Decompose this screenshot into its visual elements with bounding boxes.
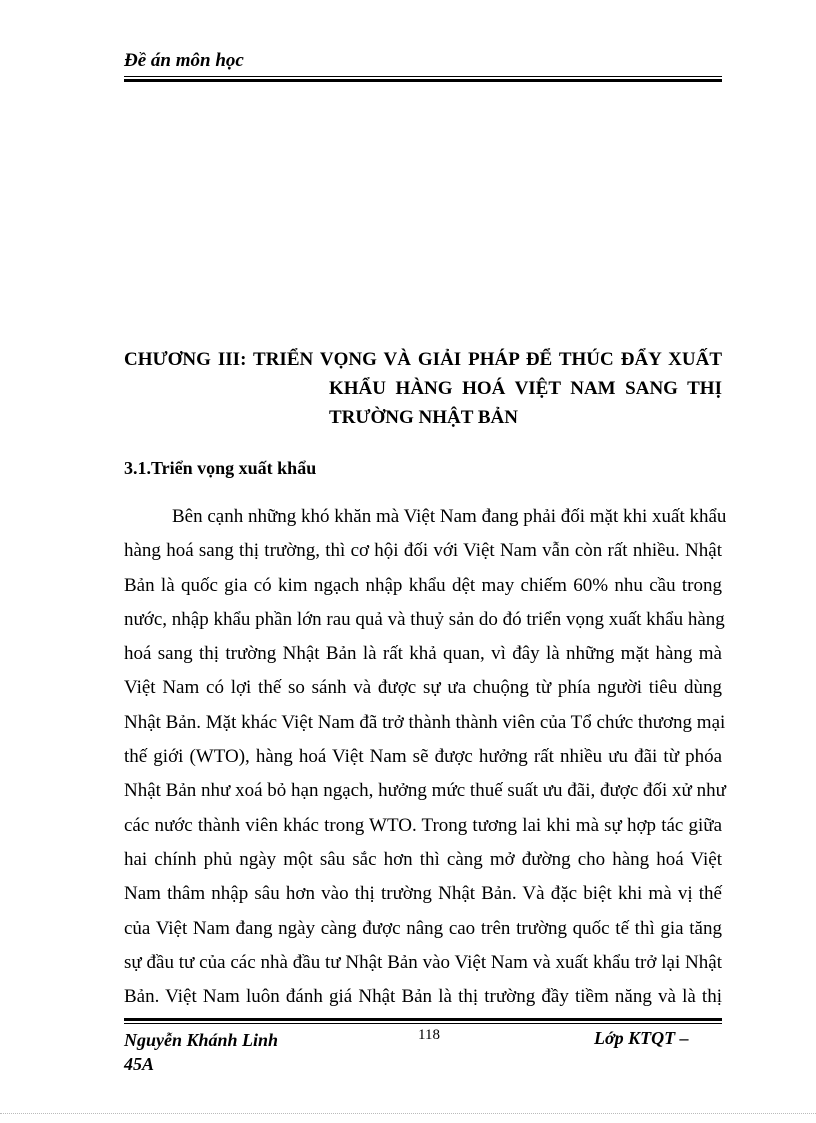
author-name: Nguyễn Khánh Linh bbox=[124, 1030, 279, 1050]
paragraph-line: các nước thành viên khác trong WTO. Trong tương lai khi mà sự hợp tác giữa bbox=[124, 814, 722, 836]
paragraph-line: Nhật Bản như xoá bỏ hạn ngạch, hưởng mức thuế suất ưu đãi, được đối xử như bbox=[124, 780, 726, 802]
page-number: 118 bbox=[418, 1027, 440, 1043]
header-title: Đề án môn học bbox=[124, 50, 244, 71]
body-paragraph bbox=[124, 500, 727, 1014]
paragraph-line: Nhật Bản. Mặt khác Việt Nam đã trở thành thành viên của Tổ chức thương mại bbox=[124, 711, 726, 733]
paragraph-line: Bản là quốc gia có kim ngạch nhập khẩu dệt may chiếm 60% nhu cầu trong bbox=[124, 574, 722, 596]
paragraph-line: Bên cạnh những khó khăn mà Việt Nam đang phải đối mặt khi xuất khẩu bbox=[172, 506, 727, 527]
paragraph-line: Nam thâm nhập sâu hơn vào thị trường Nhật Bản. Và đặc biệt khi mà vị thế bbox=[124, 883, 722, 905]
paragraph-line: thế giới (WTO), hàng hoá Việt Nam sẽ được hưởng rất nhiều ưu đãi từ phóa bbox=[124, 746, 722, 768]
footer-class-label: Lớp KTQT – bbox=[594, 1028, 689, 1048]
paragraph-line: hàng hoá sang thị trường, thì cơ hội đối với Việt Nam vẫn còn rất nhiều. Nhật bbox=[124, 540, 722, 562]
footer-author bbox=[124, 1028, 278, 1076]
chapter-heading-line-1: CHƯƠNG III: TRIỂN VỌNG VÀ GIẢI PHÁP ĐỂ THÚC ĐẨY XUẤT bbox=[124, 349, 722, 370]
footer-rule-thin bbox=[124, 1023, 722, 1024]
page-edge-divider bbox=[0, 1113, 816, 1114]
chapter-heading-line-3: TRƯỜNG NHẬT BẢN bbox=[329, 407, 518, 428]
paragraph-line: hoá sang thị trường Nhật Bản là rất khả quan, vì đây là những mặt hàng mà bbox=[124, 643, 722, 665]
paragraph-line: hai chính phủ ngày một sâu sắc hơn thì càng mở đường cho hàng hoá Việt bbox=[124, 848, 722, 870]
header-rule-thick bbox=[124, 79, 722, 82]
paragraph-line: nước, nhập khẩu phần lớn rau quả và thuỷ sản do đó triển vọng xuất khẩu hàng bbox=[124, 608, 725, 630]
chapter-heading bbox=[124, 345, 722, 432]
paragraph-line: Bản. Việt Nam luôn đánh giá Nhật Bản là thị trường đầy tiềm năng và là thị bbox=[124, 986, 722, 1008]
footer-rule-thick bbox=[124, 1018, 722, 1021]
paragraph-line: Việt Nam có lợi thế so sánh và được sự ưa chuộng từ phía người tiêu dùng bbox=[124, 677, 722, 699]
paragraph-line: của Việt Nam đang ngày càng được nâng cao trên trường quốc tế thì gia tăng bbox=[124, 917, 722, 939]
chapter-heading-line-2: KHẨU HÀNG HOÁ VIỆT NAM SANG THỊ bbox=[329, 378, 722, 399]
class-suffix: 45A bbox=[124, 1054, 155, 1074]
header-rule-thin bbox=[124, 76, 722, 77]
section-heading: 3.1.Triển vọng xuất khẩu bbox=[124, 458, 317, 478]
paragraph-line: sự đầu tư của các nhà đầu tư Nhật Bản vào Việt Nam và xuất khẩu trở lại Nhật bbox=[124, 951, 722, 973]
